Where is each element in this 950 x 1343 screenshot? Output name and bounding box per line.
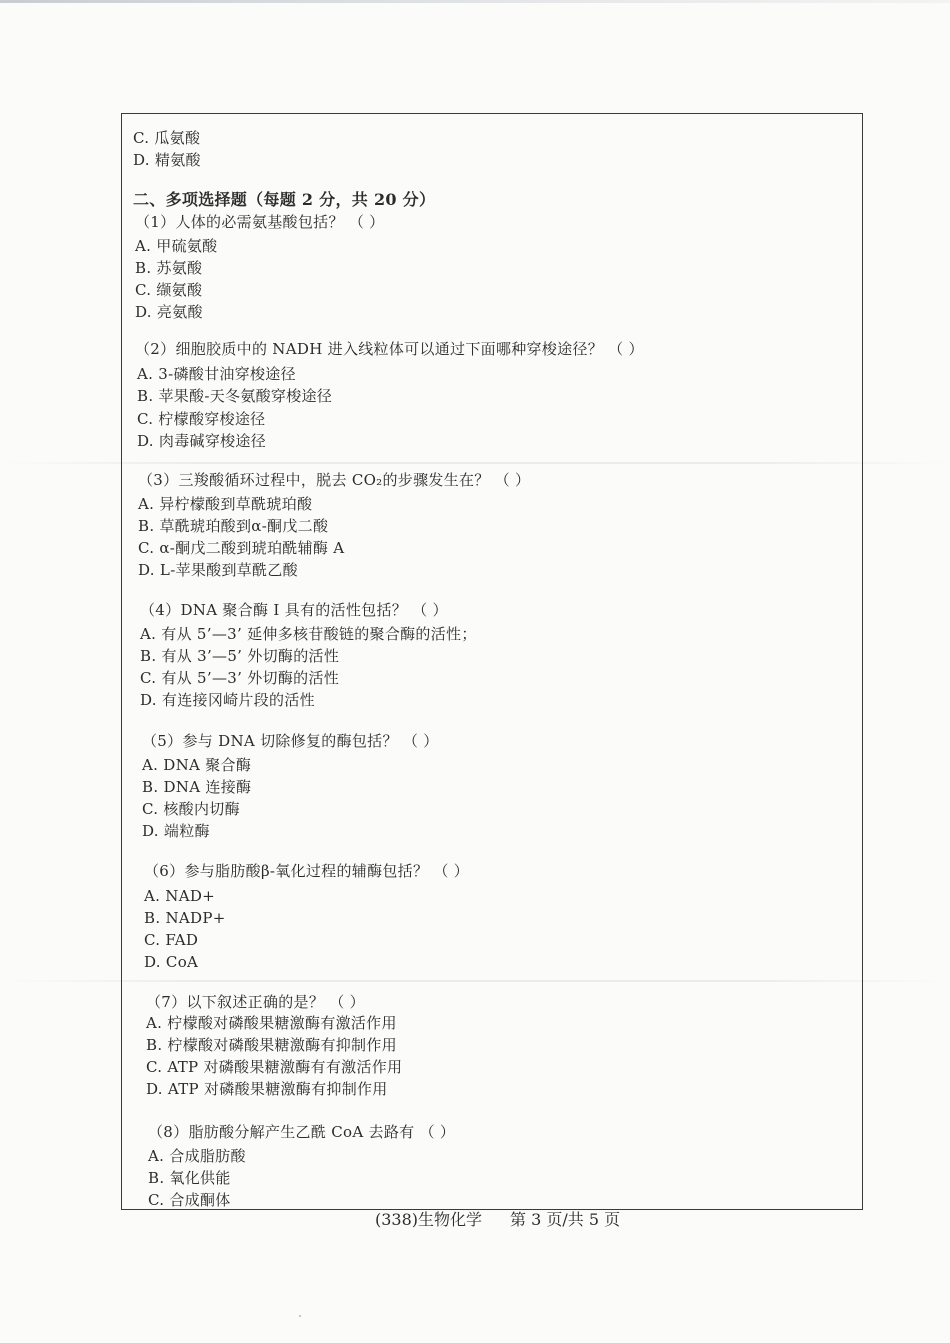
- question-line: （2）细胞胶质中的 NADH 进入线粒体可以通过下面哪种穿梭途径？ （ ）: [135, 340, 644, 358]
- option-line: C. α-酮戊二酸到琥珀酰辅酶 A: [138, 539, 345, 557]
- option-line: D. 亮氨酸: [135, 303, 203, 321]
- option-line: B. DNA 连接酶: [142, 778, 252, 796]
- option-line: A. 柠檬酸对磷酸果糖激酶有激活作用: [146, 1014, 397, 1032]
- option-line: A. NAD+: [144, 887, 216, 905]
- question-line: （1）人体的必需氨基酸包括？ （ ）: [135, 213, 385, 231]
- option-line: B. 有从 3’—5’ 外切酶的活性: [140, 647, 340, 665]
- option-line: D. CoA: [144, 953, 199, 971]
- question-line: （8）脂肪酸分解产生乙酰 CoA 去路有 （ ）: [148, 1123, 456, 1141]
- question-line: （5）参与 DNA 切除修复的酶包括？ （ ）: [142, 732, 439, 750]
- option-line: C. 合成酮体: [148, 1191, 231, 1209]
- option-line: A. 甲硫氨酸: [135, 237, 218, 255]
- option-line: C. 柠檬酸穿梭途径: [137, 410, 266, 428]
- scan-edge: [0, 0, 950, 3]
- option-line: B. 苏氨酸: [135, 259, 203, 277]
- option-line: D. L-苹果酸到草酰乙酸: [138, 561, 298, 579]
- option-line: C. 核酸内切酶: [142, 800, 240, 818]
- option-line: A. DNA 聚合酶: [142, 756, 252, 774]
- option-line: D. 肉毒碱穿梭途径: [137, 432, 267, 450]
- question-line: （3）三羧酸循环过程中，脱去 CO₂的步骤发生在？ （ ）: [138, 471, 531, 489]
- option-line: C. 有从 5’—3’ 外切酶的活性: [140, 669, 340, 687]
- option-line: C. 瓜氨酸: [133, 129, 201, 147]
- page-footer: [375, 1209, 620, 1231]
- option-line: B. NADP+: [144, 909, 226, 927]
- option-line: A. 异柠檬酸到草酰琥珀酸: [138, 495, 313, 513]
- footer-page-number: 第 3 页/共 5 页: [510, 1210, 621, 1229]
- option-line: B. 氧化供能: [148, 1169, 231, 1187]
- scan-speck: [299, 1315, 301, 1317]
- option-line: D. 精氨酸: [133, 151, 201, 169]
- question-line: （4）DNA 聚合酶 I 具有的活性包括？ （ ）: [140, 601, 448, 619]
- option-line: D. 有连接冈崎片段的活性: [140, 691, 315, 709]
- footer-subject: (338)生物化学: [375, 1210, 483, 1229]
- option-line: A. 3-磷酸甘油穿梭途径: [137, 365, 296, 383]
- option-line: B. 柠檬酸对磷酸果糖激酶有抑制作用: [146, 1036, 397, 1054]
- option-line: A. 合成脂肪酸: [148, 1147, 246, 1165]
- question-line: （7）以下叙述正确的是？ （ ）: [146, 993, 365, 1011]
- option-line: C. ATP 对磷酸果糖激酶有有激活作用: [146, 1058, 403, 1076]
- option-line: C. 缬氨酸: [135, 281, 203, 299]
- section-heading: 二、多项选择题（每题 2 分，共 20 分）: [133, 190, 436, 209]
- option-line: A. 有从 5’—3’ 延伸多核苷酸链的聚合酶的活性；: [140, 625, 477, 643]
- option-line: B. 苹果酸-天冬氨酸穿梭途径: [137, 387, 333, 405]
- option-line: C. FAD: [144, 931, 199, 949]
- option-line: B. 草酰琥珀酸到α-酮戊二酸: [138, 517, 329, 535]
- option-line: D. ATP 对磷酸果糖激酶有抑制作用: [146, 1080, 388, 1098]
- option-line: D. 端粒酶: [142, 822, 210, 840]
- question-line: （6）参与脂肪酸β-氧化过程的辅酶包括？ （ ）: [144, 862, 470, 880]
